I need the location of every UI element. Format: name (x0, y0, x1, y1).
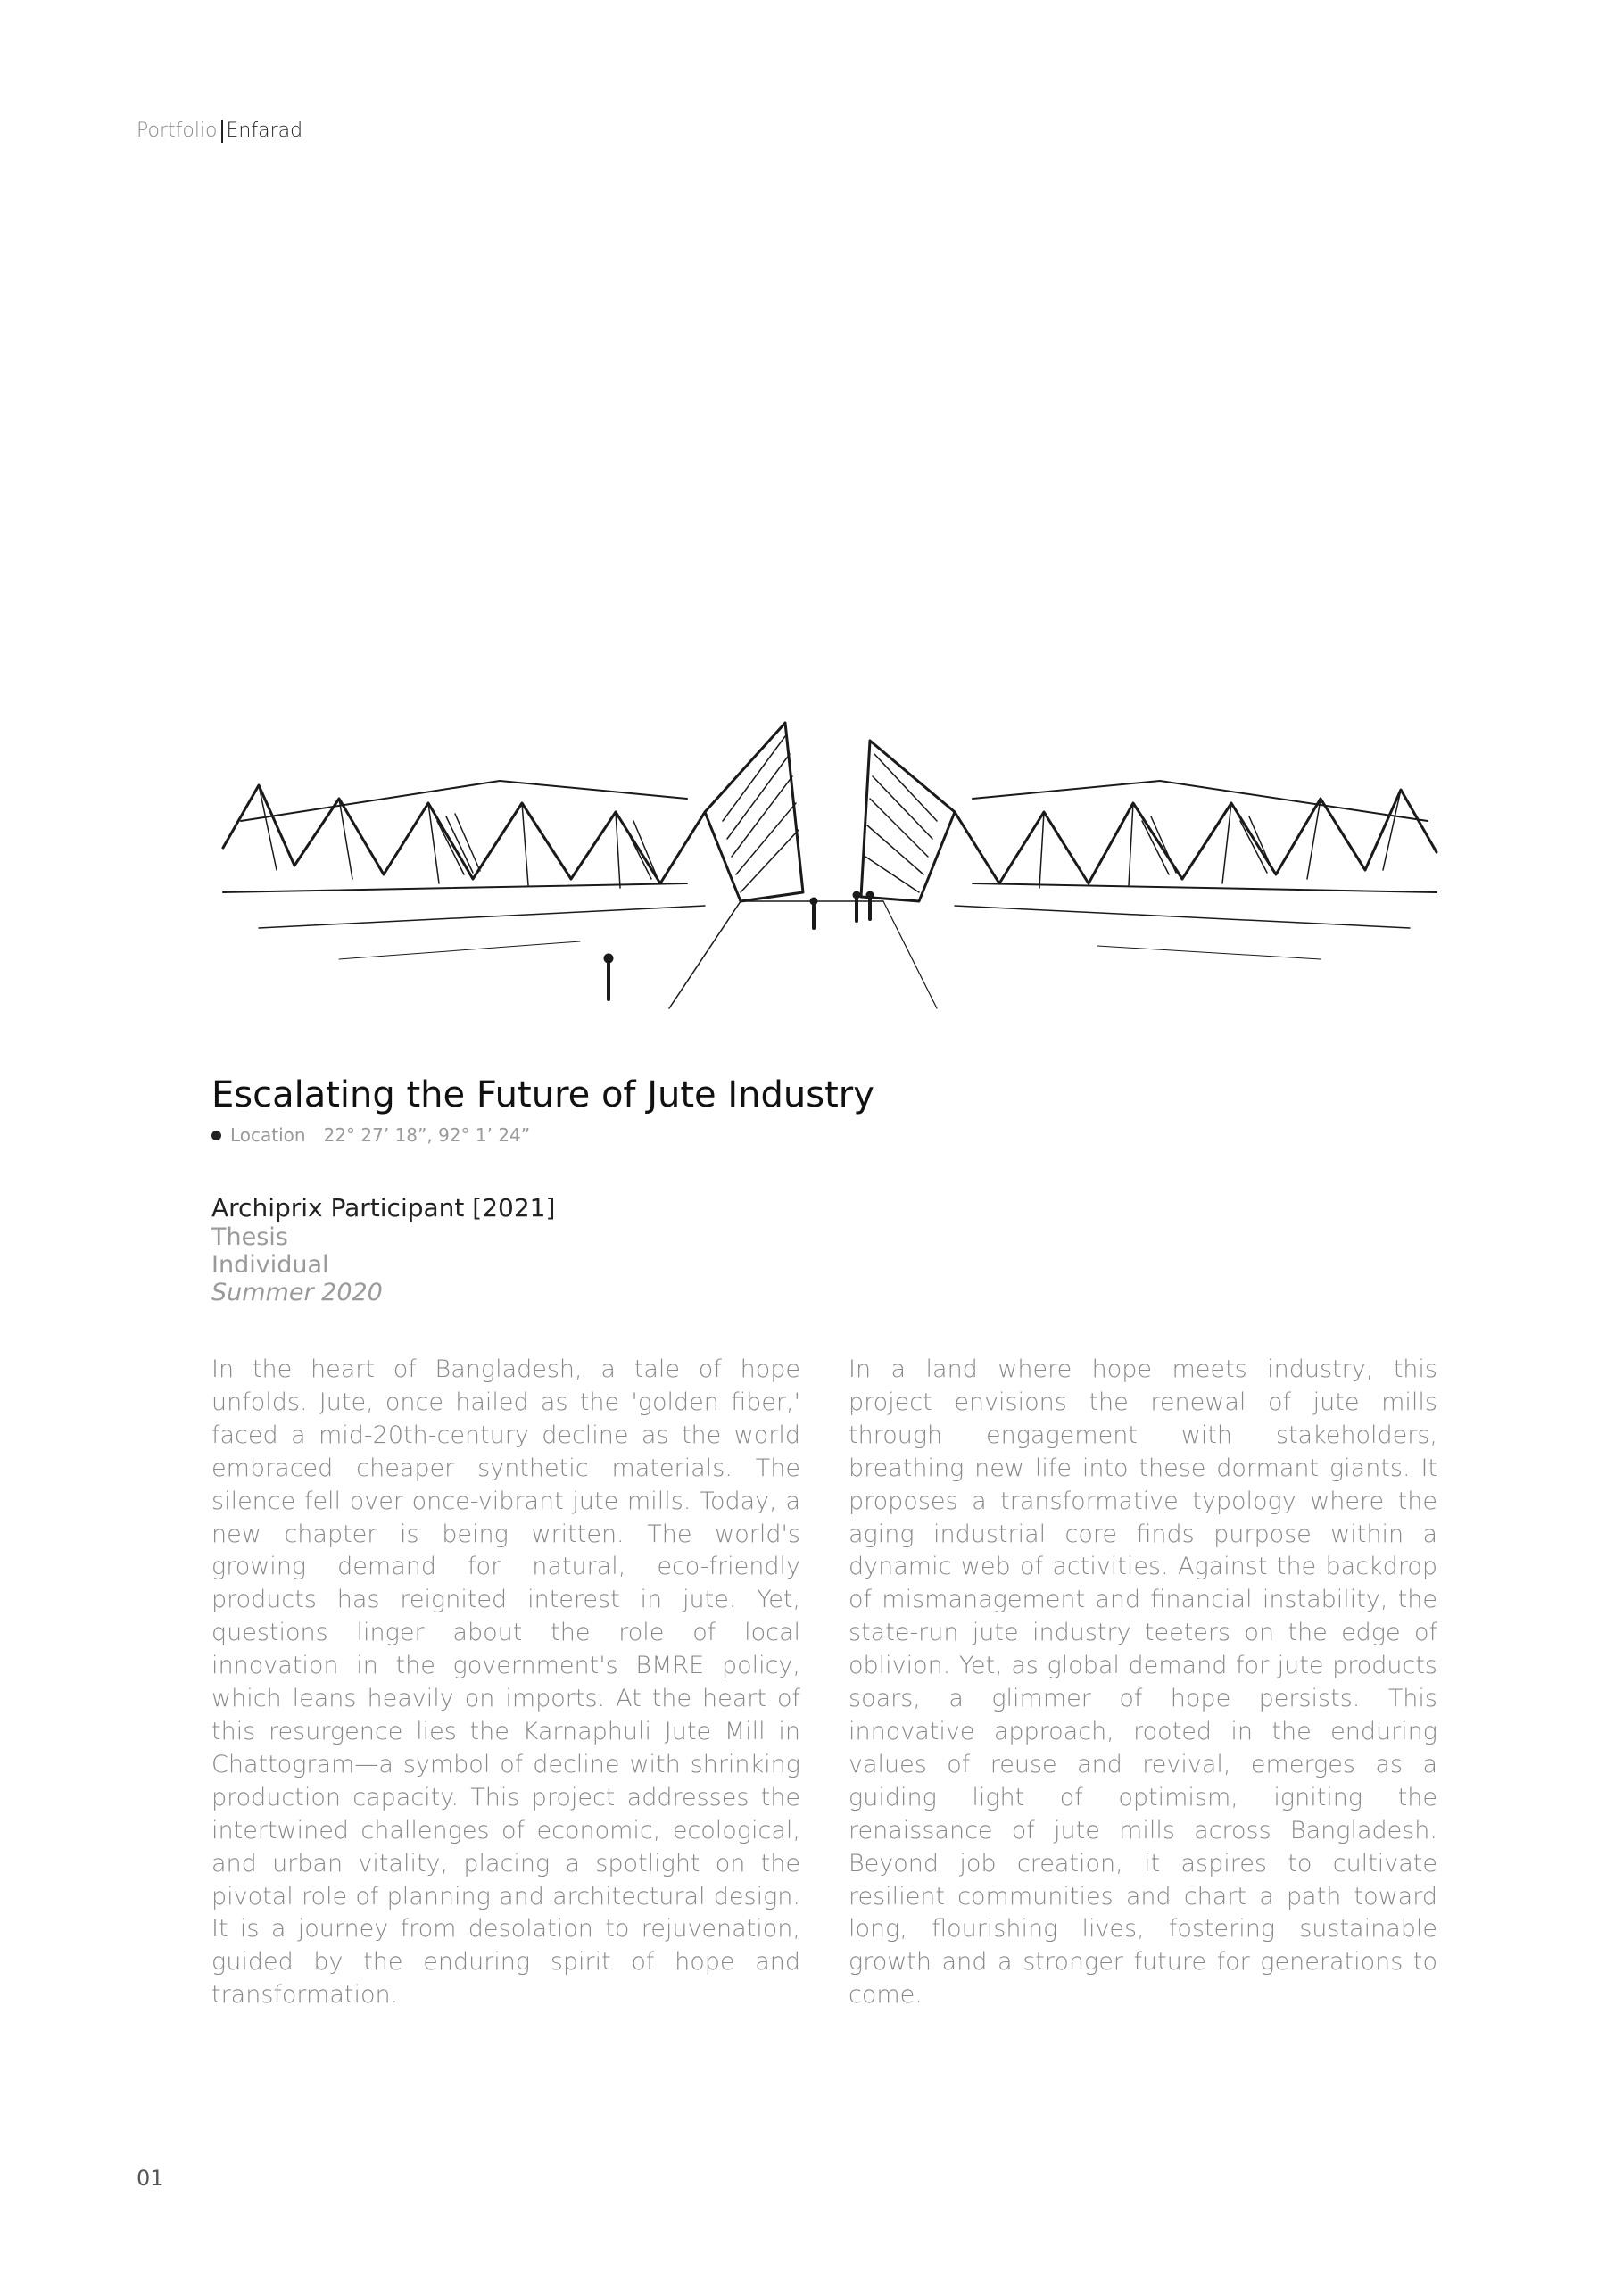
project-season: Summer 2020 (211, 1279, 383, 1306)
header-divider (221, 120, 223, 143)
page-number: 01 (137, 2166, 164, 2191)
body-text-right: In a land where hope meets industry, this project envisions the renewal of jute mills through engagement with stakeholders, breathing new life into these dormant giants. It proposes a transformative typology where the aging industrial core finds purpose within a dynamic web of activities. Against the backdrop of mismanagement and financial instability, the state-run jute industry teeters on the edge of oblivion. Yet, as global demand for jute products soars, a glimmer of hope persists. This innovative approach, rooted in the enduring values of reuse and revival, emerges as a guiding light of optimism, igniting the renaissance of jute mills across Bangladesh. Beyond job creation, it aspires to cultivate resilient communities and chart a path toward long, flourishing lives, fostering sustainable growth and a stronger future for generations to come. (849, 1355, 1437, 2010)
project-title: Escalating the Future of Jute Industry (211, 1074, 874, 1115)
award-line: Archiprix Participant [2021] (211, 1193, 556, 1223)
bullet-icon (211, 1131, 221, 1140)
body-text-left: In the heart of Bangladesh, a tale of hope unfolds. Jute, once hailed as the 'golden fiber,' faced a mid-20th-century decline as the world embraced cheaper synthetic materials. The silence fell over once-vibrant jute mills. Today, a new chapter is being written. The world's growing demand for natural, eco-friendly products has reignited interest in jute. Yet, questions linger about the role of local innovation in the government's BMRE policy, which leans heavily on imports. At the heart of this resurgence lies the Karnaphuli Jute Mill in Chattogram—a symbol of decline with shrinking production capacity. This project addresses the intertwined challenges of economic, ecological, and urban vitality, placing a spotlight on the pivotal role of planning and architectural design. It is a journey from desolation to rejuvenation, guided by the enduring spirit of hope and transformation. (211, 1355, 800, 2010)
location-label: Location (230, 1124, 306, 1146)
running-header (137, 118, 302, 145)
location-line (211, 1124, 530, 1146)
project-meta (211, 1193, 555, 1306)
architectural-sketch-icon (205, 714, 1454, 1017)
project-mode: Individual (211, 1251, 329, 1279)
project-type: Thesis (211, 1223, 288, 1251)
portfolio-label: Portfolio (137, 120, 218, 142)
author-name: Enfarad (226, 120, 303, 142)
location-coordinates: 22° 27’ 18”, 92° 1’ 24” (323, 1124, 531, 1146)
